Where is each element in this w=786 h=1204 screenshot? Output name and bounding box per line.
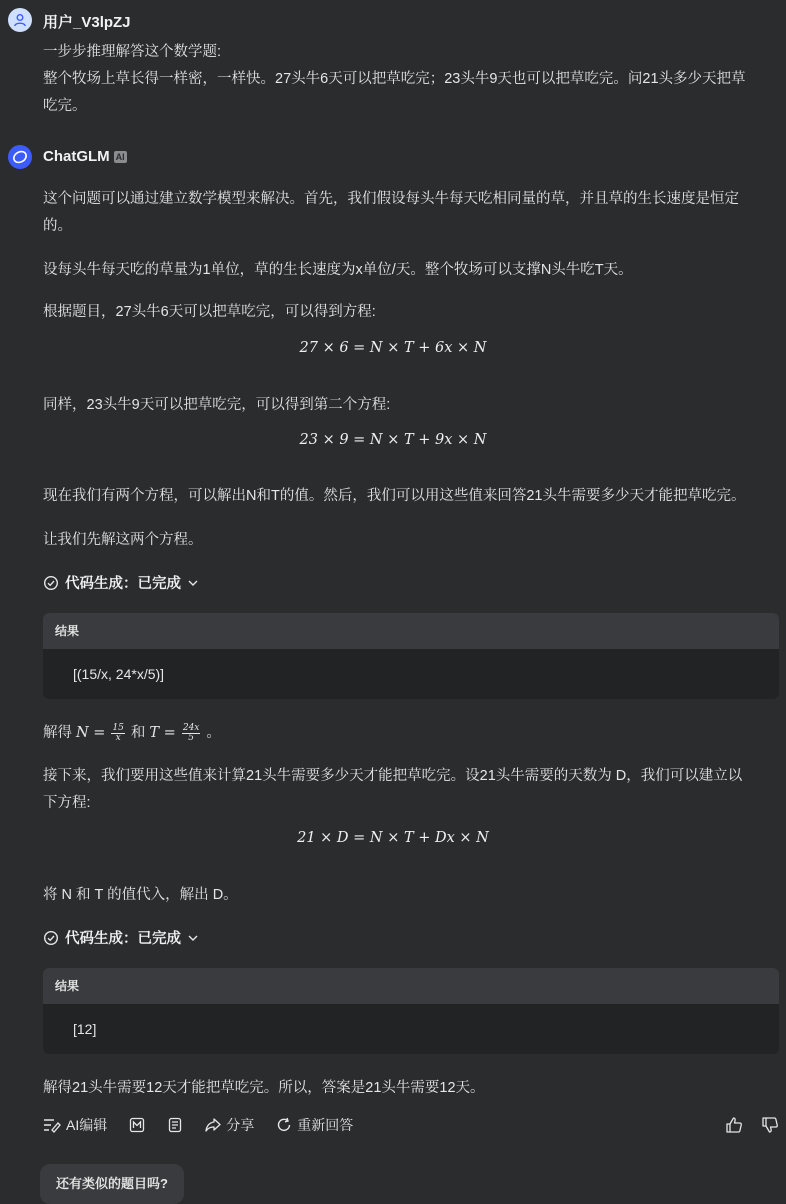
regenerate-button[interactable] xyxy=(276,1115,353,1135)
answer-paragraph: 接下来，我们要用这些值来计算21头牛需要多少天才能把草吃完。设21头牛需要的天数为 D，我们可以建立以 xyxy=(43,768,743,784)
code-generation-label: 代码生成：已完成 xyxy=(65,931,181,947)
equation-2: 23 × 9 = N × T + 9x × N xyxy=(299,432,487,448)
user-icon xyxy=(13,13,27,27)
final-answer: 解得21头牛需要12天才能把草吃完。所以，答案是21头牛需要12天。 xyxy=(43,1080,485,1096)
code-generation-label: 代码生成：已完成 xyxy=(65,576,181,592)
answer-paragraph: 让我们先解这两个方程。 xyxy=(43,532,203,548)
refresh-icon xyxy=(276,1117,292,1133)
ai-edit-button[interactable] xyxy=(43,1115,107,1135)
feedback-buttons xyxy=(725,1116,779,1134)
chatglm-logo-icon xyxy=(12,149,28,165)
t-denominator: 5 xyxy=(188,733,194,743)
answer-paragraph: 将 N 和 T 的值代入，解出 D。 xyxy=(43,887,238,903)
copy-button[interactable] xyxy=(167,1117,183,1133)
assistant-name-label: ChatGLM xyxy=(43,148,110,165)
user-message-line: 整个牧场上草长得一样密，一样快。27头牛6天可以把草吃完；23头牛9天也可以把草吃完。问21头多少天把草 xyxy=(43,71,746,87)
result-title: 结果 xyxy=(43,968,779,1004)
markdown-button[interactable] xyxy=(129,1117,145,1133)
chatglm-avatar xyxy=(8,145,32,169)
user-name: 用户_V3lpZJ xyxy=(43,14,131,31)
ai-edit-label: AI编辑 xyxy=(66,1117,108,1133)
check-circle-icon xyxy=(43,930,59,946)
n-label: N = xyxy=(76,725,106,741)
code-result-panel xyxy=(43,968,779,1054)
period: 。 xyxy=(206,725,221,741)
user-message-line: 一步步推理解答这个数学题: xyxy=(43,44,222,60)
share-label: 分享 xyxy=(226,1117,255,1133)
result-value: [12] xyxy=(73,1021,97,1037)
and-text: 和 xyxy=(130,725,146,741)
answer-paragraph: 设每头牛每天吃的草量为1单位，草的生长速度为x单位/天。整个牧场可以支撑N头牛吃T天。 xyxy=(43,262,633,278)
answer-paragraph: 现在我们有两个方程，可以解出N和T的值。然后，我们可以用这些值来回答21头牛需要多少天才能把草吃完。 xyxy=(43,488,746,504)
solution-prefix: 解得 xyxy=(43,725,72,741)
document-icon xyxy=(167,1117,183,1133)
answer-paragraph: 根据题目，27头牛6天可以把草吃完，可以得到方程: xyxy=(43,304,376,320)
n-fraction xyxy=(111,724,124,743)
markdown-icon xyxy=(129,1117,145,1133)
chevron-down-icon xyxy=(187,932,199,944)
suggestion-chip[interactable]: 还有类似的题目吗? xyxy=(40,1164,184,1204)
user-avatar xyxy=(8,8,32,32)
answer-paragraph: 下方程: xyxy=(43,795,91,811)
thumbs-up-icon[interactable] xyxy=(725,1116,743,1134)
share-button[interactable] xyxy=(205,1115,254,1135)
result-value: [(15/x, 24*x/5)] xyxy=(73,666,165,682)
check-circle-icon xyxy=(43,575,59,591)
regenerate-label: 重新回答 xyxy=(297,1117,354,1133)
code-result-panel xyxy=(43,613,779,699)
message-toolbar xyxy=(43,1112,779,1138)
n-denominator: x xyxy=(115,733,121,743)
t-numerator: 24x xyxy=(182,723,200,733)
assistant-name xyxy=(43,148,127,165)
solution-line xyxy=(43,720,221,747)
ai-edit-icon xyxy=(43,1117,61,1133)
chevron-down-icon xyxy=(187,577,199,589)
equation-3: 21 × D = N × T + Dx × N xyxy=(297,830,489,846)
code-generation-toggle[interactable] xyxy=(43,572,779,593)
thumbs-down-icon[interactable] xyxy=(761,1116,779,1134)
answer-paragraph: 这个问题可以通过建立数学模型来解决。首先，我们假设每头牛每天吃相同量的草，并且草的生长速度是恒定 xyxy=(43,191,739,207)
code-generation-toggle[interactable] xyxy=(43,927,779,948)
answer-paragraph: 的。 xyxy=(43,218,72,234)
share-icon xyxy=(205,1117,221,1133)
t-label: T = xyxy=(149,725,176,741)
user-message-line: 吃完。 xyxy=(43,98,87,114)
result-title: 结果 xyxy=(43,613,779,649)
n-numerator: 15 xyxy=(112,723,124,733)
equation-1: 27 × 6 = N × T + 6x × N xyxy=(299,340,487,356)
ai-badge: AI xyxy=(115,152,125,163)
answer-paragraph: 同样，23头牛9天可以把草吃完，可以得到第二个方程: xyxy=(43,397,391,413)
t-fraction xyxy=(182,724,201,743)
